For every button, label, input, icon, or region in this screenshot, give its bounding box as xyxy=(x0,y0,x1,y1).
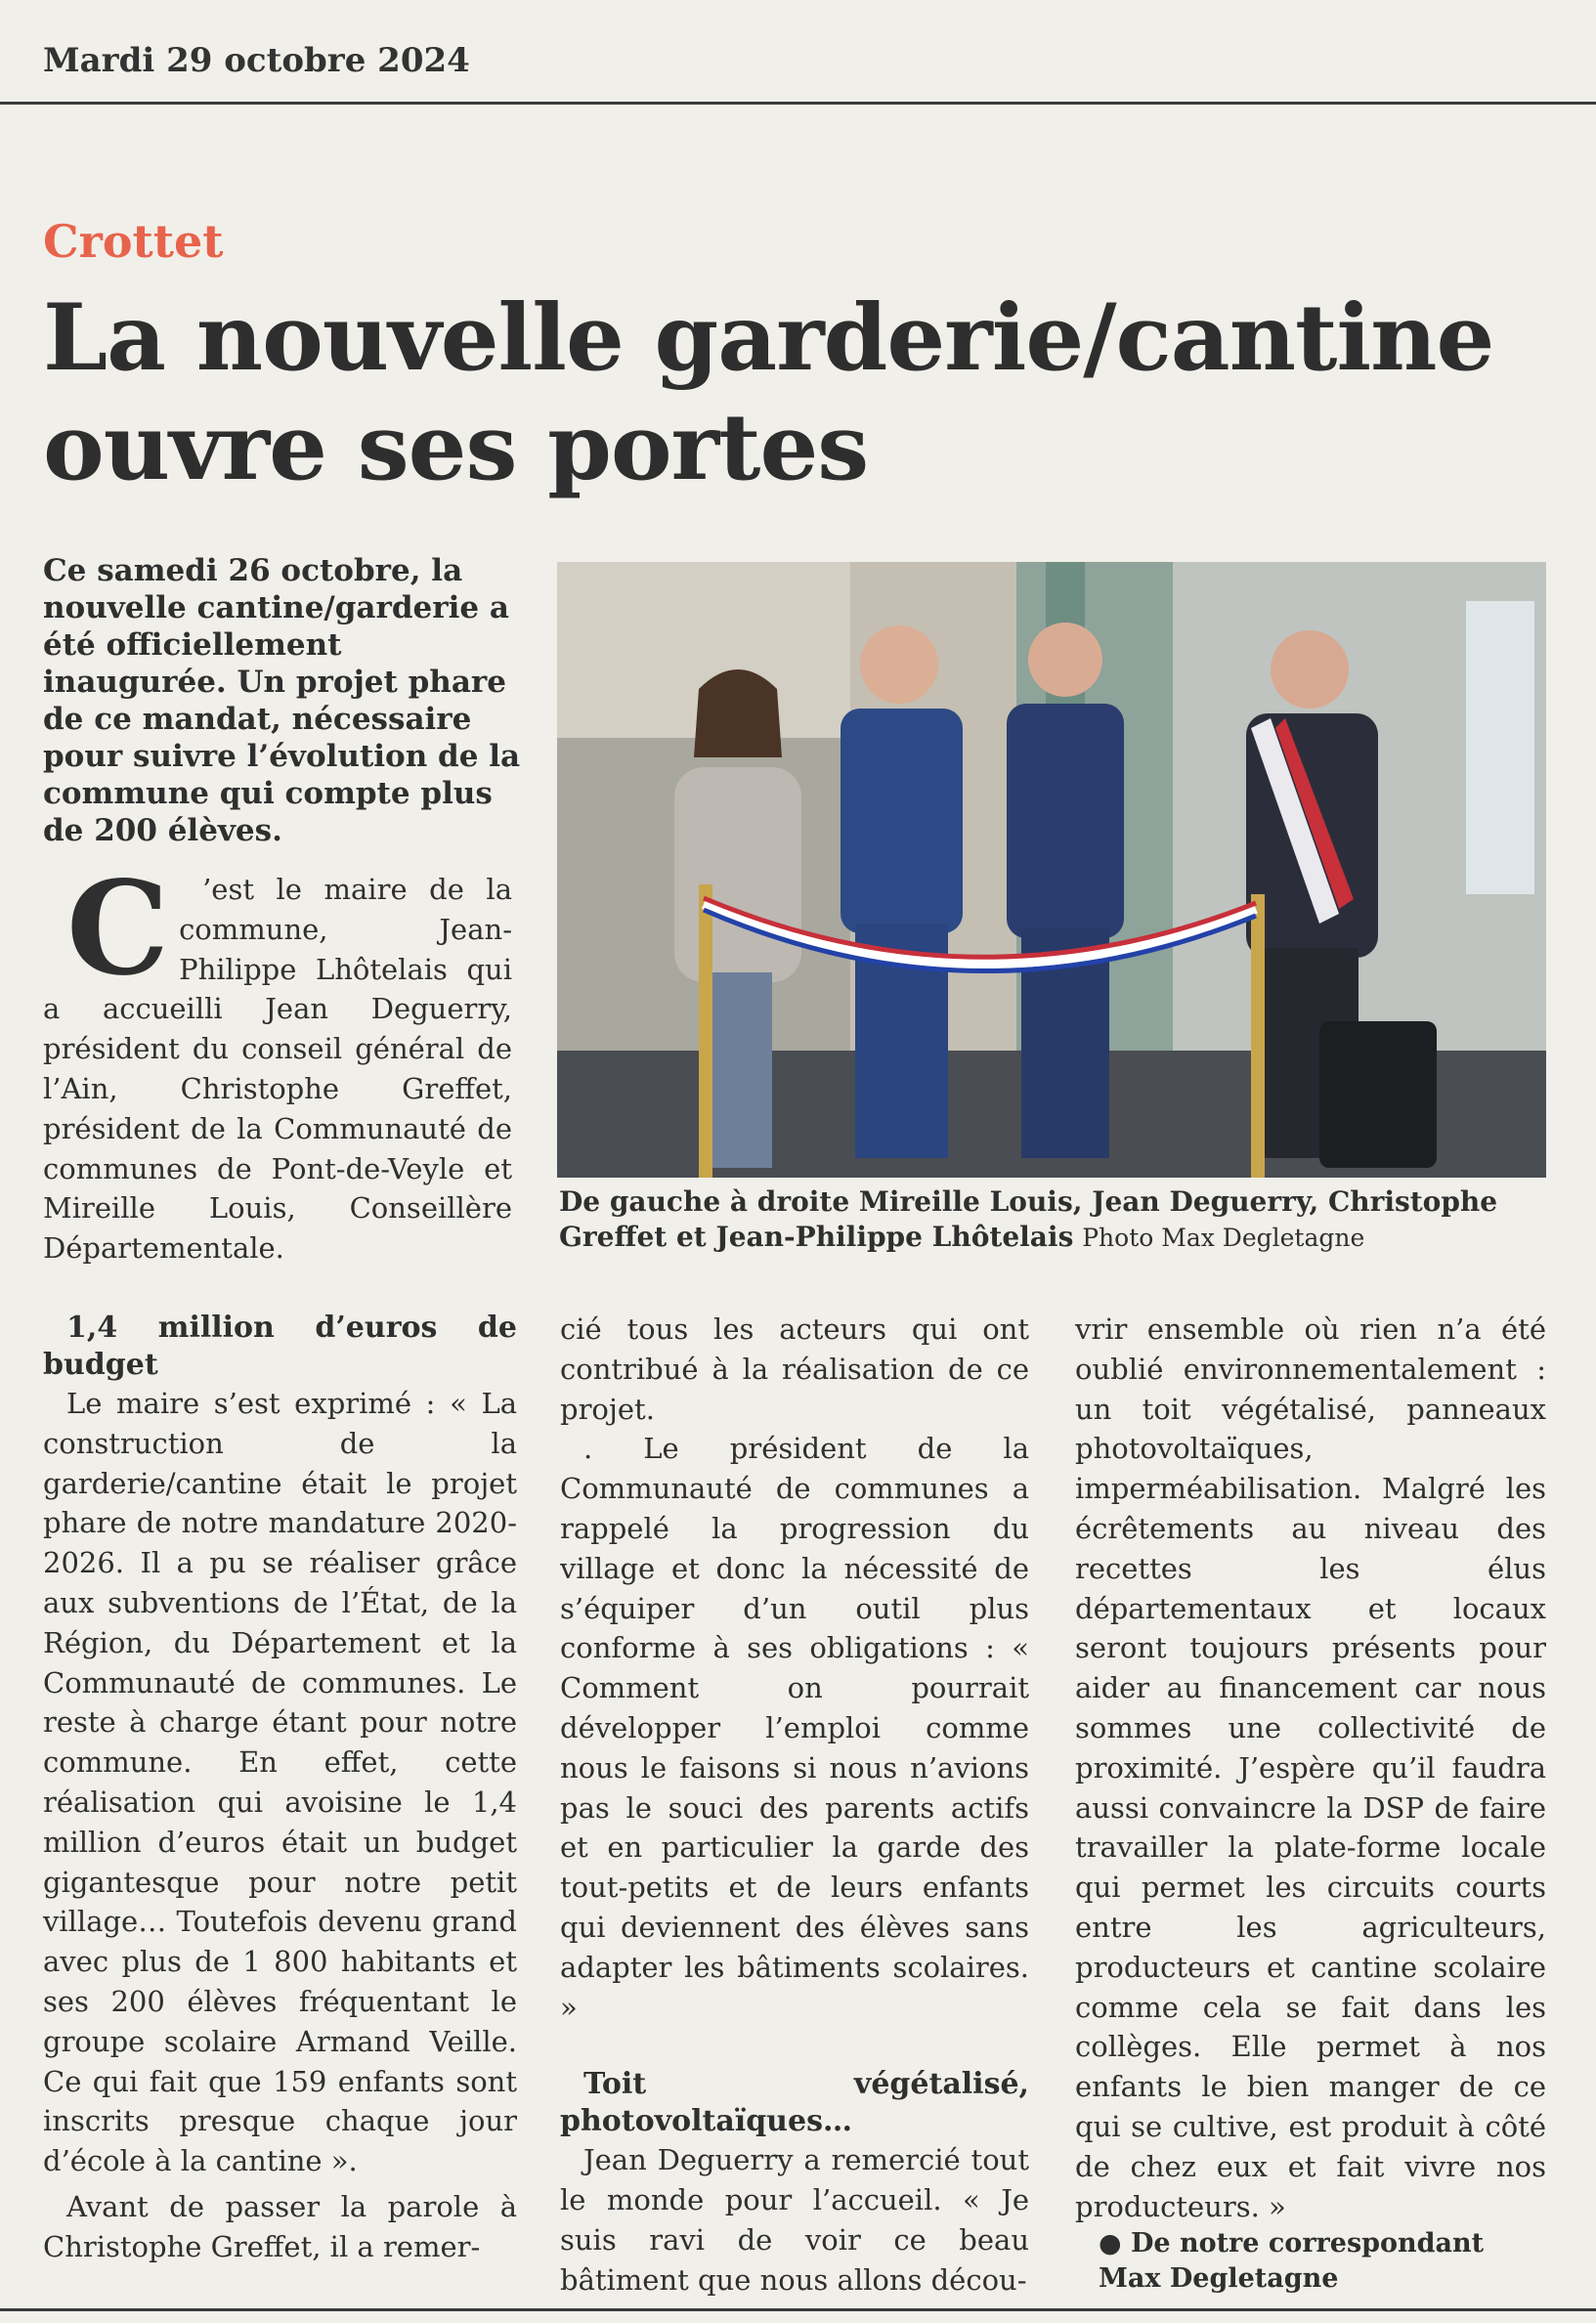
section-label: Crottet xyxy=(43,215,224,268)
article-photo xyxy=(557,562,1546,1178)
ribbon-cutting-photo xyxy=(557,562,1546,1178)
paragraph-mayor: Le maire s’est exprimé : « La construction de la garderie/cantine était le projet phare de notre mandature 2020-2026. Il a pu se réaliser grâce aux subventions de l’État, de la Région, du Département et la Communauté de communes. Le reste à charge étant pour notre commune. En effet, cette réalisation qui avoisine le 1,4 million d’euros était un budget gigantesque pour notre petit village… Toutefois devenu grand avec plus de 1 800 habitants et ses 200 élèves fréquentant le groupe scolaire Armand Veille. Ce qui fait que 159 enfants sont inscrits presque chaque jour d’école à la cantine ». xyxy=(43,1387,517,2178)
subhead-budget: 1,4 million d’euros de budget xyxy=(43,1311,517,1382)
caption-text: De gauche à droite Mireille Louis, Jean Deguerry, Christophe Greffet et Jean-Philippe Lhôtelais xyxy=(559,1185,1498,1253)
paragraph-thanks: cié tous les acteurs qui ont contribué à la réalisation de ce projet. xyxy=(560,1312,1029,1426)
photo-credit: Photo Max Degletagne xyxy=(1082,1224,1365,1252)
publication-date: Mardi 29 octobre 2024 xyxy=(43,41,470,80)
paragraph-transition: Avant de passer la parole à Christophe Greffet, il a remer- xyxy=(43,2189,517,2263)
subhead-roof: Toit végétalisé, photovoltaïques… xyxy=(560,2067,1029,2139)
intro-text: ’est le maire de la commune, Jean-Philippe Lhôtelais qui a accueilli Jean Deguerry, président du conseil général de l’Ain, Christophe Greffet, président de la Communauté de communes de Pont-de-Veyle et Mireille Louis, Conseillère Départementale. xyxy=(43,873,512,1266)
intro-paragraph xyxy=(43,853,512,1269)
signature-correspondent: ● De notre correspondant xyxy=(1099,2228,1485,2259)
paragraph-deguerry: Jean Deguerry a remercié tout le monde pour l’accueil. « Je suis ravi de voir ce beau bâtiment que nous allons décou- xyxy=(560,2143,1029,2297)
footer-rule xyxy=(0,2308,1596,2311)
paragraph-environment: vrir ensemble où rien n’a été oublié environnementalement : un toit végétalisé, panneaux photovoltaïques, imperméabilisation. Malgré les écrêtements au niveau des recettes les élus départementaux et locaux seront toujours présents pour aider au financement car nous sommes une collectivité de proximité. J’espère qu’il faudra aussi convaincre la DSP de faire travailler la plate-forme locale qui permet les circuits courts entre les agriculteurs, producteurs et cantine scolaire comme cela se fait dans les collèges. Elle permet à nos enfants le bien manger de ce qui se cultive, est produit à côté de chez eux et fait vivre nos producteurs. » xyxy=(1075,1312,1546,2223)
article-lead: Ce samedi 26 octobre, la nouvelle cantine/garderie a été officiellement inaugurée. Un projet phare de ce mandat, nécessaire pour suivre l’évolution de la commune qui compte plus de 200 élèves. xyxy=(43,553,521,848)
signature-name: Max Degletagne xyxy=(1099,2263,1339,2295)
photo-caption xyxy=(559,1184,1546,1256)
article-headline: La nouvelle garderie/cantine ouvre ses portes xyxy=(43,284,1494,501)
column-1 xyxy=(43,1310,517,2267)
drop-cap: C xyxy=(66,853,170,1005)
paragraph-president: . Le président de la Communauté de communes a rappelé la progression du village et donc la nécessité de s’équiper d’un outil plus conforme à ses obligations : « Comment on pourrait développer l’emploi comme nous le faisons si nous n’avions pas le souci des parents actifs et en particulier la garde des tout-petits et de leurs enfants qui deviennent des élèves sans adapter les bâtiments scolaires. » xyxy=(560,1432,1029,2024)
column-2 xyxy=(560,1310,1029,2301)
column-intro xyxy=(43,853,512,1269)
header-rule xyxy=(0,102,1596,105)
column-3 xyxy=(1075,1310,1546,2297)
